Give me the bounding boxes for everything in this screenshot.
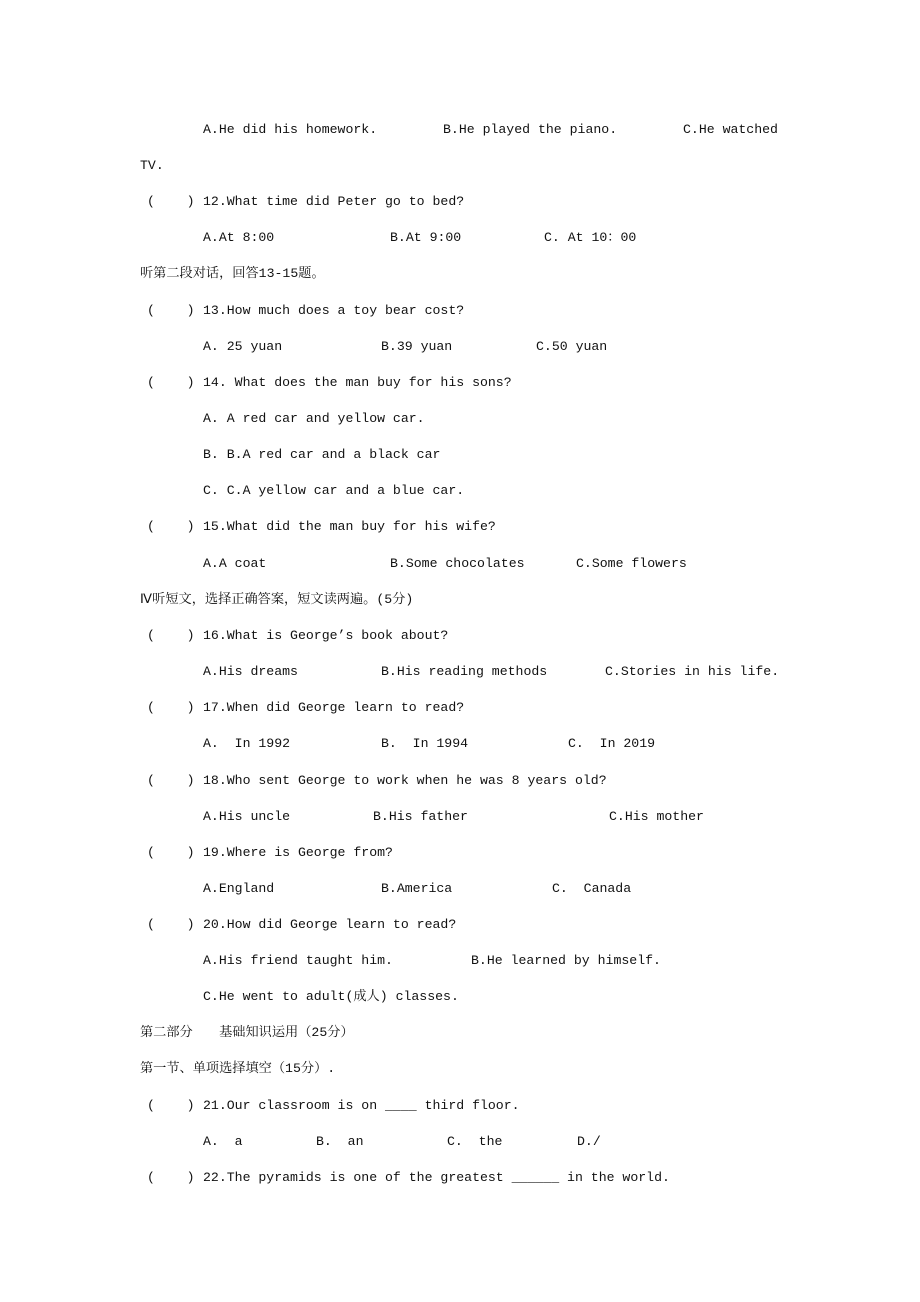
question-text: 15.What did the man buy for his wife?: [203, 519, 496, 534]
answer-option: C.He watched: [683, 122, 778, 137]
answer-option: B.His reading methods: [381, 664, 548, 679]
answer-option: C. At 10：00: [544, 230, 637, 245]
answer-option: A.England: [203, 881, 275, 896]
answer-option: C. C.A yellow car and a blue car.: [203, 483, 465, 498]
answer-option: C.Some flowers: [576, 556, 687, 571]
answer-blank: ( ): [147, 375, 195, 390]
answer-option: B. B.A red car and a black car: [203, 447, 441, 462]
answer-option: A.A coat: [203, 556, 267, 571]
answer-option: C. the: [447, 1134, 503, 1149]
text-line: TV.: [140, 158, 164, 173]
answer-option: B.America: [381, 881, 453, 896]
answer-option: A. In 1992: [203, 736, 291, 751]
answer-option: A. a: [203, 1134, 243, 1149]
answer-option: D./: [577, 1134, 601, 1149]
answer-option: B.Some chocolates: [390, 556, 525, 571]
answer-option: A.His uncle: [203, 809, 291, 824]
answer-option: B.39 yuan: [381, 339, 453, 354]
answer-blank: ( ): [147, 845, 195, 860]
answer-option: C.He went to adult(成人) classes.: [203, 989, 459, 1004]
section-heading: 第二部分 基础知识运用（25分）: [140, 1025, 354, 1040]
answer-option: B.At 9:00: [390, 230, 462, 245]
answer-blank: ( ): [147, 303, 195, 318]
question-text: 22.The pyramids is one of the greatest ______ in the world.: [203, 1170, 670, 1185]
answer-option: A. A red car and yellow car.: [203, 411, 425, 426]
question-text: 19.Where is George from?: [203, 845, 393, 860]
section-heading: 听第二段对话，回答13-15题。: [140, 266, 325, 281]
answer-option: A.His friend taught him.: [203, 953, 393, 968]
question-text: 21.Our classroom is on ____ third floor.: [203, 1098, 520, 1113]
answer-option: A.His dreams: [203, 664, 298, 679]
answer-blank: ( ): [147, 700, 195, 715]
answer-option: B. In 1994: [381, 736, 469, 751]
answer-blank: ( ): [147, 917, 195, 932]
answer-option: B.His father: [373, 809, 468, 824]
answer-blank: ( ): [147, 194, 195, 209]
answer-option: C.Stories in his life.: [605, 664, 780, 679]
question-text: 20.How did George learn to read?: [203, 917, 457, 932]
answer-blank: ( ): [147, 1098, 195, 1113]
answer-blank: ( ): [147, 519, 195, 534]
answer-blank: ( ): [147, 628, 195, 643]
section-heading: Ⅳ听短文，选择正确答案，短文读两遍。(5分): [140, 592, 414, 607]
question-text: 12.What time did Peter go to bed?: [203, 194, 465, 209]
answer-blank: ( ): [147, 773, 195, 788]
answer-option: A.He did his homework.: [203, 122, 378, 137]
answer-blank: ( ): [147, 1170, 195, 1185]
answer-option: B. an: [316, 1134, 364, 1149]
answer-option: B.He learned by himself.: [471, 953, 661, 968]
question-text: 16.What is George’s book about?: [203, 628, 449, 643]
answer-option: C.His mother: [609, 809, 704, 824]
answer-option: C. In 2019: [568, 736, 656, 751]
question-text: 18.Who sent George to work when he was 8 years old?: [203, 773, 607, 788]
answer-option: A. 25 yuan: [203, 339, 283, 354]
answer-option: C. Canada: [552, 881, 632, 896]
question-text: 13.How much does a toy bear cost?: [203, 303, 465, 318]
question-text: 14. What does the man buy for his sons?: [203, 375, 512, 390]
answer-option: B.He played the piano.: [443, 122, 618, 137]
section-heading: 第一节、单项选择填空（15分）.: [140, 1061, 336, 1076]
question-text: 17.When did George learn to read?: [203, 700, 465, 715]
answer-option: A.At 8:00: [203, 230, 275, 245]
answer-option: C.50 yuan: [536, 339, 608, 354]
